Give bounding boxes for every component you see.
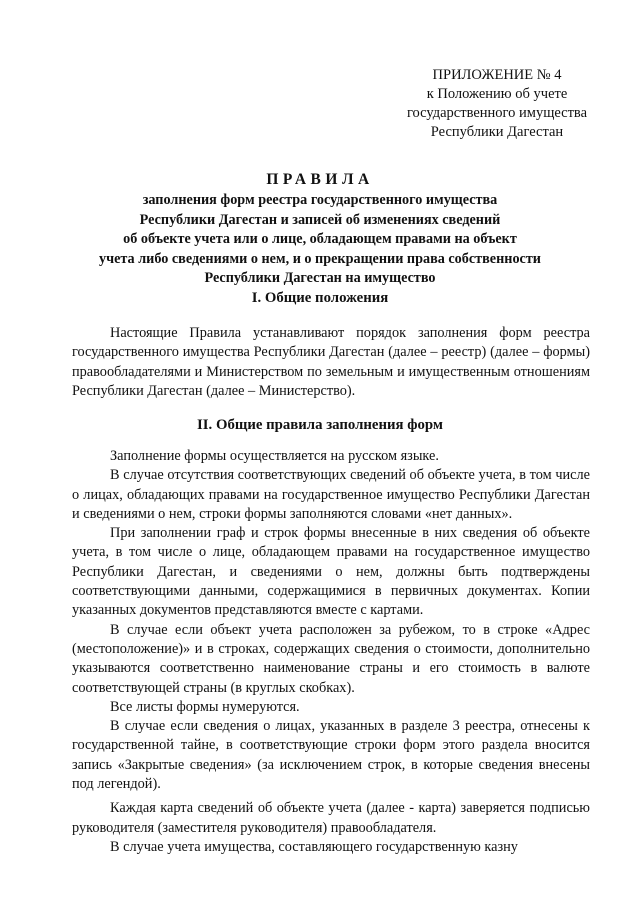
- subtitle-line-5: Республики Дагестан на имущество: [204, 270, 436, 286]
- appendix-line-2: к Положению об учете: [426, 86, 568, 102]
- subtitle-line-2: Республики Дагестан и записей об изменениях сведений: [139, 211, 501, 228]
- paragraph: Настоящие Правила устанавливают порядок заполнения форм реестра государственного имущества Республики Дагестан (далее – реестр) (далее – формы) правообладателями и Министерством по земельным и имущественным отношениям Республики Дагестан (далее – Министерство).: [72, 325, 590, 399]
- section-heading-general: I. Общие положения: [251, 290, 389, 306]
- appendix-line-4: Республики Дагестан: [430, 124, 564, 140]
- appendix-header: [392, 66, 602, 142]
- subtitle-line-1: заполнения форм реестра государственного имущества: [142, 192, 498, 208]
- paragraph: В случае если объект учета расположен за рубежом, то в строке «Адрес (местоположение)» и в строках, содержащих сведения о стоимости, дополнительно указываются соответственно наименование страны и его стоимость в валюте соответствующей страны (в круглых скобках).: [72, 621, 590, 696]
- section-rules-body: [72, 447, 590, 857]
- paragraph: Все листы формы нумеруются.: [110, 698, 300, 715]
- section-general-body: [72, 324, 590, 401]
- paragraph: В случае учета имущества, составляющего государственную казну: [110, 838, 518, 855]
- document-title: ПРАВИЛА: [266, 171, 374, 188]
- paragraph: В случае если сведения о лицах, указанных в разделе 3 реестра, отнесены к государственной тайне, в соответствующие строки форм этого раздела вносится запись «Закрытые сведения» (за исключением строк, в которые сведения внесены под легендой).: [72, 718, 590, 793]
- appendix-line-3: государственного имущества: [406, 105, 588, 121]
- subtitle-line-3: об объекте учета или о лице, обладающем правами на объект: [123, 231, 517, 247]
- paragraph: При заполнении граф и строк формы внесенные в них сведения об объекте учета, в том числе о лице, обладающем правами на государственное имущество Республики Дагестан, и сведениями о нем, должны быть подтверждены соответствующими данными, содержащимися в первичных документах. Копии указанных документов представляются вместе с картами.: [72, 525, 590, 619]
- section-heading-rules: II. Общие правила заполнения форм: [197, 417, 443, 433]
- paragraph: В случае отсутствия соответствующих сведений об объекте учета, в том числе о лицах, обладающих правами на государственное имущество Республики Дагестан и сведениями о нем, строки формы заполняются словами «нет данных».: [72, 467, 590, 522]
- paragraph: Каждая карта сведений об объекте учета (далее - карта) заверяется подписью руководителя (заместителя руководителя) правообладателя.: [72, 800, 590, 836]
- document-subtitle: [40, 191, 600, 289]
- paragraph: Заполнение формы осуществляется на русском языке.: [110, 448, 439, 464]
- appendix-line-1: ПРИЛОЖЕНИЕ № 4: [432, 67, 562, 83]
- subtitle-line-4: учета либо сведениями о нем, и о прекращении права собственности: [99, 250, 541, 267]
